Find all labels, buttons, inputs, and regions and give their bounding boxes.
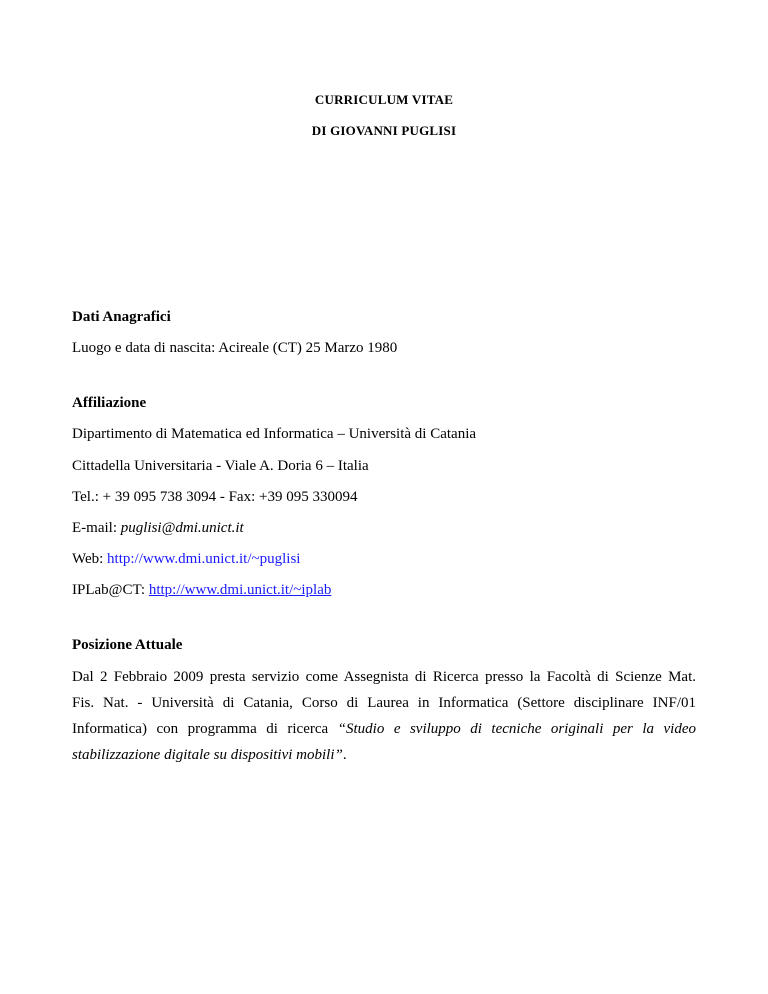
web-line — [72, 551, 300, 568]
paragraph-line-4 — [72, 742, 696, 768]
paragraph-line-2: Fis. Nat. - Università di Catania, Corso di Laurea in Informatica (Settore disciplinare INF/01 — [72, 695, 696, 711]
department-line: Dipartimento di Matematica ed Informatica – Università di Catania — [72, 426, 477, 442]
email-value[interactable]: puglisi@dmi.unict.it — [120, 520, 244, 536]
iplab-line — [72, 582, 331, 599]
paragraph-line-4-end: . — [342, 747, 347, 763]
email-line — [72, 520, 244, 537]
web-link[interactable]: http://www.dmi.unict.it/~puglisi — [107, 551, 301, 567]
iplab-link[interactable]: http://www.dmi.unict.it/~iplab — [148, 582, 332, 598]
iplab-label: IPLab@CT: — [72, 582, 149, 598]
posizione-paragraph — [72, 664, 696, 768]
web-label: Web: — [72, 551, 108, 567]
paragraph-line-3-italic: “Studio e sviluppo di tecniche originali per la video — [337, 721, 697, 737]
paragraph-line-4-italic: stabilizzazione digitale su dispositivi mobili” — [72, 747, 343, 763]
phone-line: Tel.: + 39 095 738 3094 - Fax: +39 095 330094 — [72, 489, 358, 505]
cv-subtitle: DI GIOVANNI PUGLISI — [311, 123, 457, 138]
paragraph-line-1: Dal 2 Febbraio 2009 presta servizio come Assegnista di Ricerca presso la Facoltà di Scienze Mat. — [72, 669, 696, 685]
section-heading-affiliazione: Affiliazione — [72, 395, 147, 411]
paragraph-line-3 — [72, 716, 696, 742]
cv-title: CURRICULUM VITAE — [314, 92, 454, 107]
section-heading-dati-anagrafici: Dati Anagrafici — [72, 309, 171, 325]
birth-info: Luogo e data di nascita: Acireale (CT) 25 Marzo 1980 — [72, 340, 398, 356]
address-line: Cittadella Universitaria - Viale A. Doria 6 – Italia — [72, 458, 369, 474]
email-label: E-mail: — [72, 520, 121, 536]
paragraph-line-3-plain: Informatica) con programma di ricerca — [72, 721, 338, 737]
section-heading-posizione-attuale: Posizione Attuale — [72, 637, 183, 653]
